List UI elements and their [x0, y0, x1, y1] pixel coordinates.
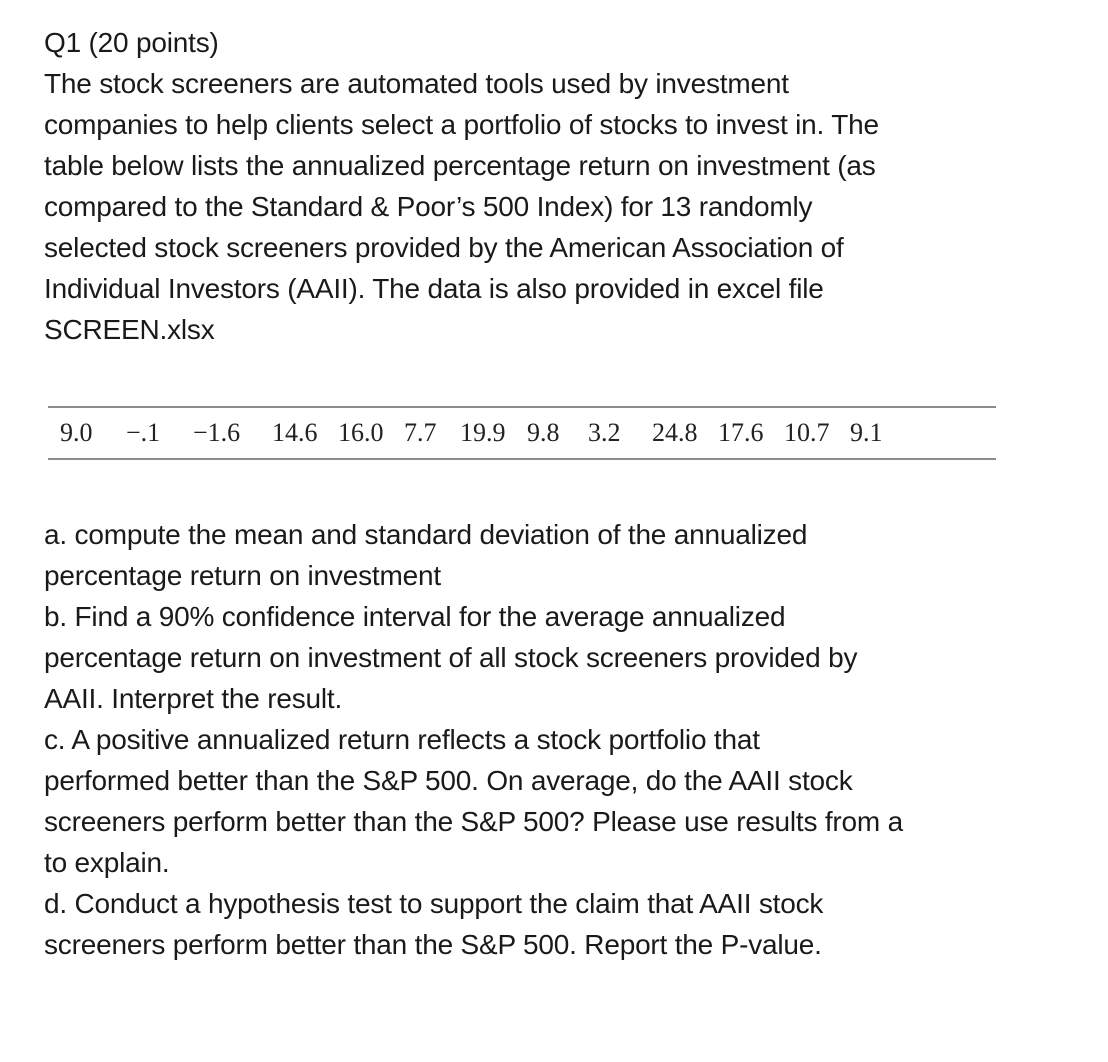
part-line: d. Conduct a hypothesis test to support the claim that AAII stock [44, 888, 824, 919]
question-intro [44, 63, 1054, 350]
data-value: 17.6 [718, 418, 764, 447]
part-line: c. A positive annualized return reflects a stock portfolio that [44, 724, 760, 755]
part-line: percentage return on investment of all stock screeners provided by [44, 642, 858, 673]
data-value: −1.6 [193, 418, 241, 447]
question-heading: Q1 (20 points) [44, 27, 219, 58]
data-value: 24.8 [652, 418, 698, 447]
part-line: screeners perform better than the S&P 500? Please use results from a [44, 806, 904, 837]
part-line: performed better than the S&P 500. On average, do the AAII stock [44, 765, 853, 796]
part-line: AAII. Interpret the result. [44, 683, 343, 714]
data-value: 14.6 [272, 418, 318, 447]
question-parts [44, 514, 1064, 965]
data-value: 9.8 [527, 418, 560, 447]
question-block [44, 22, 1054, 350]
data-value: 16.0 [338, 418, 384, 447]
intro-line: compared to the Standard & Poor’s 500 Index) for 13 randomly [44, 191, 813, 222]
intro-line: SCREEN.xlsx [44, 314, 215, 345]
data-value: 7.7 [404, 418, 437, 447]
intro-line: companies to help clients select a portfolio of stocks to invest in. The [44, 109, 879, 140]
data-value: 3.2 [588, 418, 621, 447]
part-line: b. Find a 90% confidence interval for the average annualized [44, 601, 786, 632]
part-line: percentage return on investment [44, 560, 441, 591]
part-line: a. compute the mean and standard deviation of the annualized [44, 519, 808, 550]
part-line: screeners perform better than the S&P 500. Report the P-value. [44, 929, 822, 960]
data-table [48, 406, 996, 460]
intro-line: selected stock screeners provided by the American Association of [44, 232, 844, 263]
part-line: to explain. [44, 847, 170, 878]
data-value: 19.9 [460, 418, 506, 447]
data-value: 9.1 [850, 418, 883, 447]
data-value: 10.7 [784, 418, 830, 447]
intro-line: The stock screeners are automated tools used by investment [44, 68, 789, 99]
intro-line: table below lists the annualized percentage return on investment (as [44, 150, 876, 181]
data-value: 9.0 [60, 418, 93, 447]
intro-line: Individual Investors (AAII). The data is also provided in excel file [44, 273, 824, 304]
data-row [48, 408, 996, 458]
data-value: −.1 [126, 418, 161, 447]
